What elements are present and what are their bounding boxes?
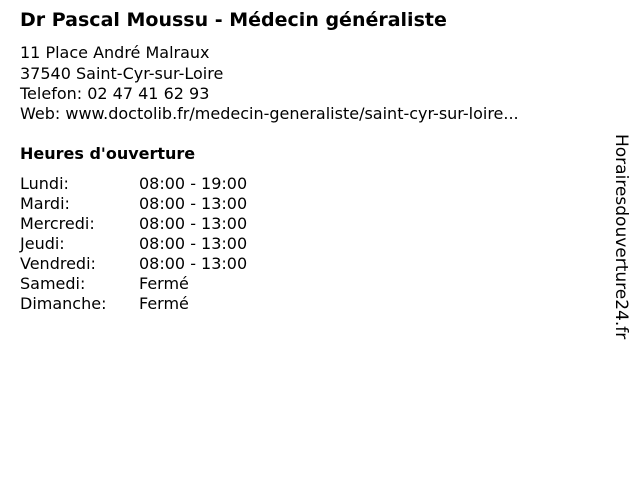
time-value: 08:00 - 13:00 — [139, 234, 248, 253]
time-value: 08:00 - 13:00 — [139, 194, 248, 213]
time-value: 08:00 - 19:00 — [139, 174, 248, 193]
time-value: 08:00 - 13:00 — [139, 214, 248, 233]
website-link[interactable]: Web: www.doctolib.fr/medecin-generaliste/saint-cyr-sur-loire... — [20, 104, 519, 123]
hours-row-tuesday — [20, 194, 340, 214]
day-label: Vendredi: — [20, 254, 96, 273]
time-value: Fermé — [139, 294, 189, 313]
time-value: 08:00 - 13:00 — [139, 254, 248, 273]
hours-row-saturday — [20, 274, 340, 294]
time-value: Fermé — [139, 274, 189, 293]
business-title: Dr Pascal Moussu - Médecin généraliste — [20, 9, 447, 31]
hours-row-friday — [20, 254, 340, 274]
hours-row-sunday — [20, 294, 340, 314]
city-address: 37540 Saint-Cyr-sur-Loire — [20, 64, 224, 83]
day-label: Jeudi: — [20, 234, 65, 253]
day-label: Samedi: — [20, 274, 86, 293]
day-label: Mercredi: — [20, 214, 95, 233]
hours-row-thursday — [20, 234, 340, 254]
hours-heading: Heures d'ouverture — [20, 144, 196, 163]
day-label: Mardi: — [20, 194, 70, 213]
day-label: Lundi: — [20, 174, 69, 193]
phone-number: Telefon: 02 47 41 62 93 — [20, 84, 210, 103]
street-address: 11 Place André Malraux — [20, 43, 210, 62]
hours-row-monday — [20, 174, 340, 194]
day-label: Dimanche: — [20, 294, 107, 313]
hours-row-wednesday — [20, 214, 340, 234]
site-watermark: Horairesdouverture24.fr — [611, 134, 631, 340]
